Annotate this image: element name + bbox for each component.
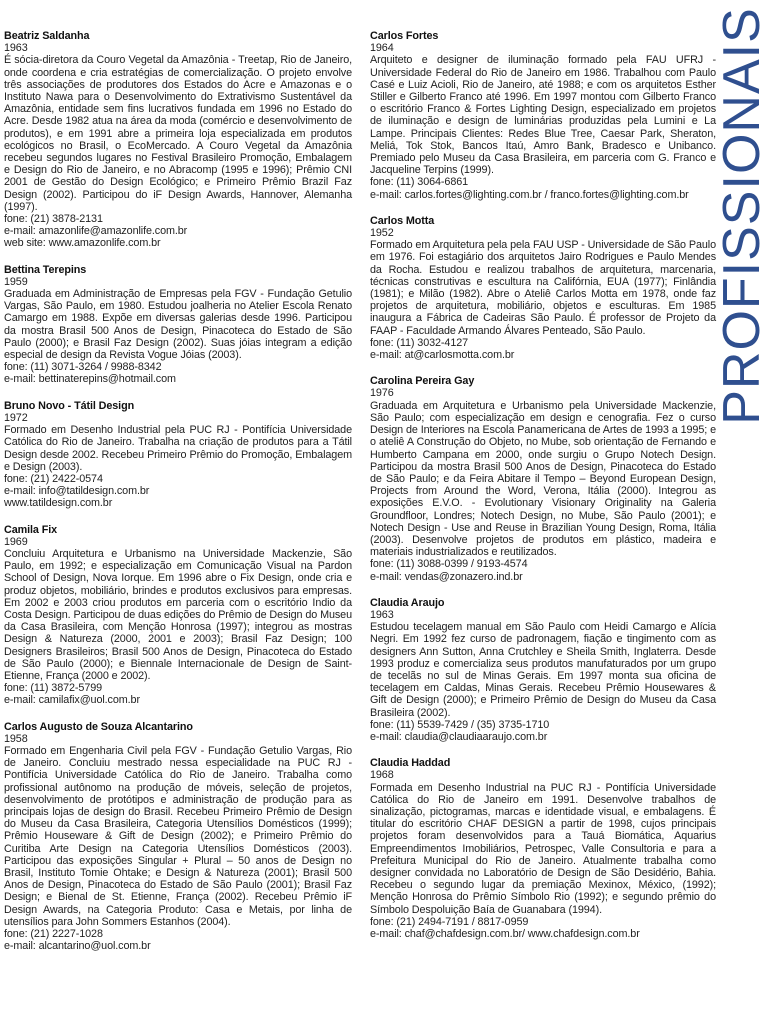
- profile-bio: Graduada em Arquitetura e Urbanismo pela Universidade Mackenzie, São Paulo; com especialização em design e cenografia. Fez o curso Design de Interiores na Escola Panamericana de Artes de 1993 a 1995; e o ateliê A Construção do Objeto, no Mube, sob orientação de Fernando e Humberto Campana em 2000, onde surgiu o Grupo Notech Design. Participou da mostra Brasil 500 Anos de Design, Pinacoteca do Estado de São Paulo; e da Feira Abitare il Tempo – Beyond European Design, Projects from Around the Word, Verona, Itália (2000). Integrou as exposições E.V.O. - Evolutionary Visionary Originality na Galeria Groundfloor, Londres; Notech Design, no Mube, São Paulo (2001); e Notech Design - Use and Reuse in Brazilian Young Design, Roma, Itália (2003). Desenvolve projetos de produtos em plástico, madeira e materiais industrializados e reutilizados.: [370, 399, 716, 559]
- profile-birth-year: 1972: [4, 411, 28, 424]
- profile-name: Carlos Augusto de Souza Alcantarino: [4, 720, 193, 733]
- contact-email[interactable]: e-mail: info@tatildesign.com.br: [4, 485, 150, 498]
- contact-email[interactable]: e-mail: bettinaterepins@hotmail.com: [4, 373, 176, 386]
- contact-phone: fone: (21) 2494-7191 / 8817-0959: [370, 915, 529, 928]
- contact-website[interactable]: www.tatildesign.com.br: [4, 497, 113, 510]
- profile-name: Beatriz Saldanha: [4, 30, 90, 42]
- profile-name: Bruno Novo - Tátil Design: [4, 399, 135, 412]
- profile-entry-carolina-pereira-gay: [370, 375, 716, 582]
- profile-entry-carlos-motta: [370, 215, 716, 361]
- contact-phone: fone: (21) 3878-2131: [4, 213, 103, 226]
- contact-email[interactable]: e-mail: amazonlife@amazonlife.com.br: [4, 225, 188, 238]
- profile-entry-bettina-terepins: [4, 264, 352, 386]
- profile-bio: Formado em Desenho Industrial pela PUC RJ - Pontifícia Universidade Católica do Rio de Janeiro. Trabalha na criação de produtos para a Tátil Design desde 2002. Recebeu Primeiro Prêmio do Promoção, Embalagem e Design (2003).: [4, 424, 352, 473]
- contact-phone: fone: (11) 3088-0399 / 9193-4574: [370, 558, 528, 571]
- profile-name: Claudia Araujo: [370, 596, 445, 609]
- profile-birth-year: 1958: [4, 732, 28, 745]
- profile-entry-beatriz-saldanha: [4, 30, 352, 250]
- profile-bio: Formada em Desenho Industrial na PUC RJ - Pontifícia Universidade Católica do Rio de Janeiro em 1991. Desenvolve trabalhos de sinalização, pictogramas, marcas e identidade visual, e embalagens. É titular do escritório CHAF DESIGN a partir de 1998, cujos principais projetos foram desenvolvidos para a Tauá Biomática, Aquarius Empreendimentos Imobiliários, Petrospec, Valle Consultoria e para a Prefeitura Municipal do Rio de Janeiro. Atualmente trabalha como designer convidada no Laboratório de Design de São Desidério, Bahia. Recebeu o segundo lugar da premiação Mexinox, México, (1992); Menção Honrosa do Prêmio Símbolo Rio (1992); e segundo prêmio do Símbolo Despoluição Baía de Guanabara (1994).: [370, 781, 716, 916]
- profile-name: Carolina Pereira Gay: [370, 375, 475, 388]
- contact-phone: fone: (11) 5539-7429 / (35) 3735-1710: [370, 718, 550, 731]
- profile-birth-year: 1952: [370, 227, 394, 240]
- profile-name: Carlos Fortes: [370, 30, 439, 42]
- contact-email[interactable]: e-mail: at@carlosmotta.com.br: [370, 349, 515, 362]
- profile-name: Bettina Terepins: [4, 263, 87, 276]
- profile-name: Carlos Motta: [370, 214, 435, 227]
- contact-email[interactable]: e-mail: alcantarino@uol.com.br: [4, 940, 151, 953]
- profile-bio: Formado em Arquitetura pela pela FAU USP - Universidade de São Paulo em 1976. Foi estagiário dos arquitetos Jairo Rodrigues e Paulo Mendes da Rocha. Estudou e realizou trabalhos de arquitetura, marcenaria, técnicas construtivas e escultura na Califórnia, EUA (1977); Finlândia (1981); e Milão (1982). Abre o Ateliê Carlos Motta em 1978, onde faz projetos de arquitetura, mobiliário, objetos e esculturas. Em 1985 inaugura a Fábrica de Cadeiras São Paulo. É professor de Projeto da FAAP - Faculdade Armando Álvares Penteado, São Paulo.: [370, 239, 716, 337]
- profile-bio: É sócia-diretora da Couro Vegetal da Amazônia - Treetap, Rio de Janeiro, onde coordena e cria estratégias de comercialização. O projeto envolve três associações de produtores dos Estados do Acre e Amazonas e o Instituto Nawa para o Desenvolvimento do Extrativismo Sustentável da Amazônia, entidade sem fins lucrativos fundada em 1996 no Estado do Acre. Desde 1982 atua na área da moda (comércio e desenvolvimento de produtos), e em 1991 abre a primeira loja especializada em produtos ecológicos no Brasil, o EcoMercado. A Couro Vegetal da Amazônia recebeu segundos lugares no Festival Brasileiro Promoção, Embalagem e Design do Rio de Janeiro, e no Abracomp (1995 e 1996); Prêmio CNI 2001 de Gestão do Design Ecológico; e Primeiro Prêmio Brazil Faz Design (2002). Participou do iF Design Awards, Hannover, Alemanha (1997).: [4, 54, 352, 213]
- profile-name: Camila Fix: [4, 523, 58, 536]
- profile-bio: Formado em Engenharia Civil pela FGV - Fundação Getulio Vargas, Rio de Janeiro. Concluiu mestrado nessa especialidade na PUC RJ - Pontifícia Universidade Católica do Rio de Janeiro. Trabalha como profissional autônomo na produção de móveis, seleção de projetos, desenvolvimento de protótipos e administração de produção para as principais lojas de design do Brasil. Recebeu Primeiro Prêmio de Design do Museu da Casa Brasileira, Categoria Utensílios Domésticos (1999); Prêmio Houseware & Gift de Design (2002); e Primeiro Prêmio do Curitiba Arte Design na Categoria Utensílios Domésticos (2003). Participou das exposições Singular + Plural – 50 anos de Design no Brasil, Instituto Tomie Ohtake; e Design & Natureza (2001); Brasil 500 Anos de Design, Pinacoteca do Estado de São Paulo (2001); Brasil Faz Design; e Bienal de St. Etienne, França (2002). Recebeu Prêmio iF Design Awards, na Categoria Produto: Casa e Metais, por linha de utensílios para John Sommers Estanhos (2004).: [4, 744, 352, 928]
- contact-email[interactable]: e-mail: chaf@chafdesign.com.br/ www.chafdesign.com.br: [370, 928, 640, 941]
- left-column: [4, 30, 352, 966]
- profile-entry-claudia-haddad: [370, 757, 716, 940]
- contact-phone: fone: (21) 2227-1028: [4, 928, 103, 941]
- profile-birth-year: 1959: [4, 275, 28, 288]
- profile-birth-year: 1976: [370, 387, 394, 400]
- profile-name: Claudia Haddad: [370, 757, 451, 770]
- profile-bio: Arquiteto e designer de iluminação formado pela FAU UFRJ - Universidade Federal do Rio de Janeiro em 1986. Trabalhou com Paulo Casé e Luiz Acioli, Rio de Janeiro, até 1988; e com os arquitetos Esther Stiller e Gilberto Franco até 1996. Em 1997 montou com Gilberto Franco o escritório Franco & Fortes Lighting Design, especializado em projetos de iluminação e design de luminárias produzidas pela Lumini e La Lampe. Principais Clientes: Redes Blue Tree, Caesar Park, Sheraton, Meliá, Tok Stok, Bancos Itaú, Amro Bank, Bradesco e Unibanco. Premiado pelo Museu da Casa Brasileira, em parceria com G. Franco e Jacqueline Terpins (1999).: [370, 54, 716, 177]
- profile-entry-carlos-alcantarino: [4, 721, 352, 953]
- profile-birth-year: 1963: [370, 608, 394, 621]
- contact-phone: fone: (11) 3032-4127: [370, 336, 469, 349]
- contact-email[interactable]: e-mail: claudia@claudiaaraujo.com.br: [370, 730, 548, 743]
- contact-email[interactable]: e-mail: carlos.fortes@lighting.com.br / franco.fortes@lighting.com.br: [370, 188, 689, 201]
- profile-birth-year: 1964: [370, 42, 394, 55]
- profile-entry-bruno-novo: [4, 400, 352, 510]
- contact-phone: fone: (21) 2422-0574: [4, 472, 103, 485]
- profile-bio: Graduada em Administração de Empresas pela FGV - Fundação Getulio Vargas, São Paulo, em 1980. Estudou joalheria no Atelier Escola Renato Camargo em 1988. Expõe em diversas galerias desde 1996. Participou da mostra Brasil 500 Anos de Design, Pinacoteca do Estado de São Paulo (2000); e Brasil Faz Design (2002). Suas jóias integram a edição especial de design da Revista Vogue Jóias (2003).: [4, 288, 352, 362]
- profile-entry-camila-fix: [4, 524, 352, 707]
- contact-phone: fone: (11) 3872-5799: [4, 682, 103, 695]
- contact-email[interactable]: e-mail: vendas@zonazero.ind.br: [370, 570, 523, 583]
- section-title-text: PROFISSIONAIS: [713, 7, 771, 425]
- right-column: [370, 30, 716, 954]
- contact-website[interactable]: web site: www.amazonlife.com.br: [4, 237, 161, 250]
- profile-bio: Estudou tecelagem manual em São Paulo com Heidi Camargo e Alícia Negri. Em 1992 fez curso de padronagem, fiação e tingimento com as designers Ann Sutton, Anna Crutchley e Sheila Smith, Inglaterra. Desde 1993 produz e comercializa seus produtos manufaturados por um grupo de tecelãs no sul de Minas Gerais. Em 1997 monta sua oficina de tecelagem em Caldas, Minas Gerais. Recebeu Prêmio Housewares & Gift de Design (2000); e Primeiro Prêmio de Design do Museu da Casa Brasileira (2002).: [370, 621, 716, 719]
- profile-entry-claudia-araujo: [370, 597, 716, 743]
- profile-birth-year: 1969: [4, 535, 28, 548]
- contact-phone: fone: (11) 3071-3264 / 9988-8342: [4, 361, 162, 374]
- profile-birth-year: 1968: [370, 769, 394, 782]
- profile-entry-carlos-fortes: [370, 30, 716, 201]
- section-side-title: [712, 7, 772, 425]
- contact-phone: fone: (11) 3064-6861: [370, 176, 469, 189]
- profile-birth-year: 1963: [4, 42, 28, 55]
- profile-bio: Concluiu Arquitetura e Urbanismo na Universidade Mackenzie, São Paulo, em 1992; e especialização em Comunicação Visual na Pardon School of Design, Nova Iorque. Em 1996 abre o Fix Design, onde cria e produz objetos, mobiliário, brindes e produtos exclusivos para empresas. Em 2002 e 2003 criou produtos em parceria com o escritório Indio da Costa Design. Participou de duas edições do Prêmio de Design do Museu da Casa Brasileira, com Menção Honrosa (1997); integrou as mostras Design & Natureza (2000, 2001 e 2003); Brasil Faz Design; 100 Designers Brasileiros; Brasil 500 Anos de Design, Pinacoteca do Estado de São Paulo (2000); e Biennale Internacionale de Design de Saint-Etienne, França (2000 e 2002).: [4, 547, 352, 682]
- contact-email[interactable]: e-mail: camilafix@uol.com.br: [4, 694, 140, 707]
